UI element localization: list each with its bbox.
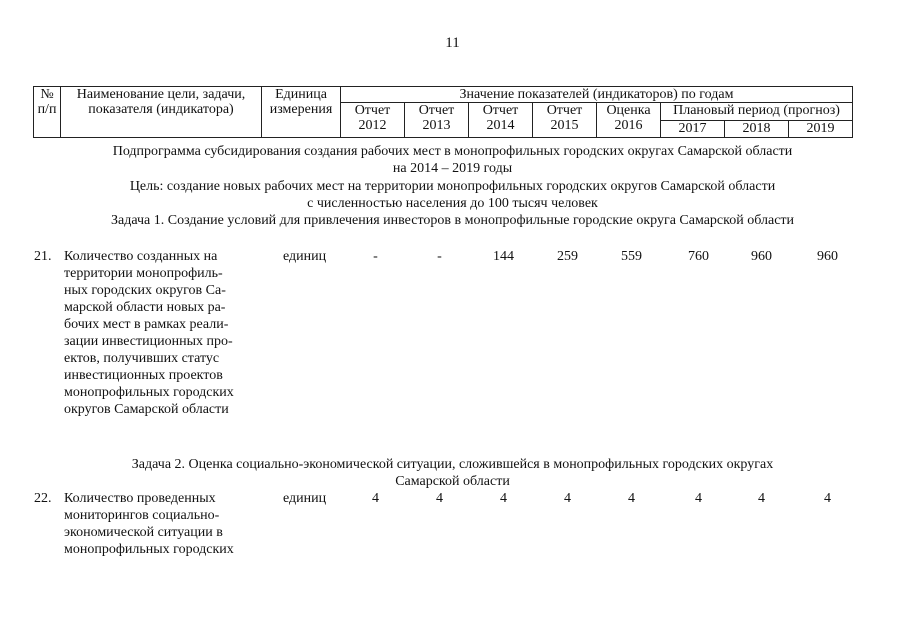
page-number: 11: [445, 35, 460, 51]
header-unit: Единица измерения: [262, 87, 341, 138]
row21-value-2012: -: [373, 249, 378, 264]
row22-name: Количество проведенных мониторингов социально- экономической ситуации в монопрофильных городских: [64, 491, 234, 557]
row21-number: 21.: [34, 249, 52, 264]
header-col-2015: Отчет 2015: [533, 103, 597, 138]
row22-value-2012: 4: [372, 491, 379, 506]
row21-value-2016: 559: [621, 249, 642, 264]
subprogram-title-line2: на 2014 – 2019 годы: [392, 161, 513, 176]
header-col-2012: Отчет 2012: [341, 103, 405, 138]
task1-heading: Задача 1. Создание условий для привлечения инвесторов в монопрофильные городские округа Самарской области: [110, 213, 795, 228]
row22-value-2013: 4: [436, 491, 443, 506]
row21-unit: единиц: [283, 249, 327, 264]
header-planned-title: Плановый период (прогноз): [661, 103, 853, 121]
goal-line2: с численностью населения до 100 тысяч человек: [307, 196, 598, 211]
row21-name: Количество созданных на территории монопрофиль- ных городских округов Са- марской области новых ра- бочих мест в рамках реали- зации инвестиционных про- ектов, получивших статус инвестиционных проектов монопрофильных городских округов Самарской области: [64, 249, 234, 417]
header-col-2014: Отчет 2014: [469, 103, 533, 138]
header-col-2013: Отчет 2013: [405, 103, 469, 138]
goal-line1: Цель: создание новых рабочих мест на территории монопрофильных городских округов Самарской области: [129, 179, 776, 194]
row22-unit: единиц: [283, 491, 327, 506]
header-col-2016: Оценка 2016: [597, 103, 661, 138]
row21-value-2018: 960: [751, 249, 772, 264]
task2-heading-line1: Задача 2. Оценка социально-экономической ситуации, сложившейся в монопрофильных городских округах: [131, 457, 774, 472]
header-name: Наименование цели, задачи, показателя (индикатора): [61, 87, 262, 138]
header-col-2018: 2018: [725, 120, 789, 138]
header-values-title: Значение показателей (индикаторов) по годам: [341, 87, 853, 103]
row22-value-2019: 4: [824, 491, 831, 506]
row22-value-2016: 4: [628, 491, 635, 506]
task2-heading-line2: Самарской области: [395, 474, 510, 489]
row22-number: 22.: [34, 491, 52, 506]
row21-value-2019: 960: [817, 249, 838, 264]
row21-value-2017: 760: [688, 249, 709, 264]
row22-value-2018: 4: [758, 491, 765, 506]
row22-value-2017: 4: [695, 491, 702, 506]
row22-value-2014: 4: [500, 491, 507, 506]
row22-value-2015: 4: [564, 491, 571, 506]
header-table: [33, 86, 853, 138]
header-num: № п/п: [34, 87, 61, 138]
row21-value-2014: 144: [493, 249, 514, 264]
row21-value-2013: -: [437, 249, 442, 264]
header-col-2017: 2017: [661, 120, 725, 138]
row21-value-2015: 259: [557, 249, 578, 264]
subprogram-title-line1: Подпрограмма субсидирования создания рабочих мест в монопрофильных городских округах Самарской области: [112, 144, 793, 159]
header-col-2019: 2019: [789, 120, 853, 138]
